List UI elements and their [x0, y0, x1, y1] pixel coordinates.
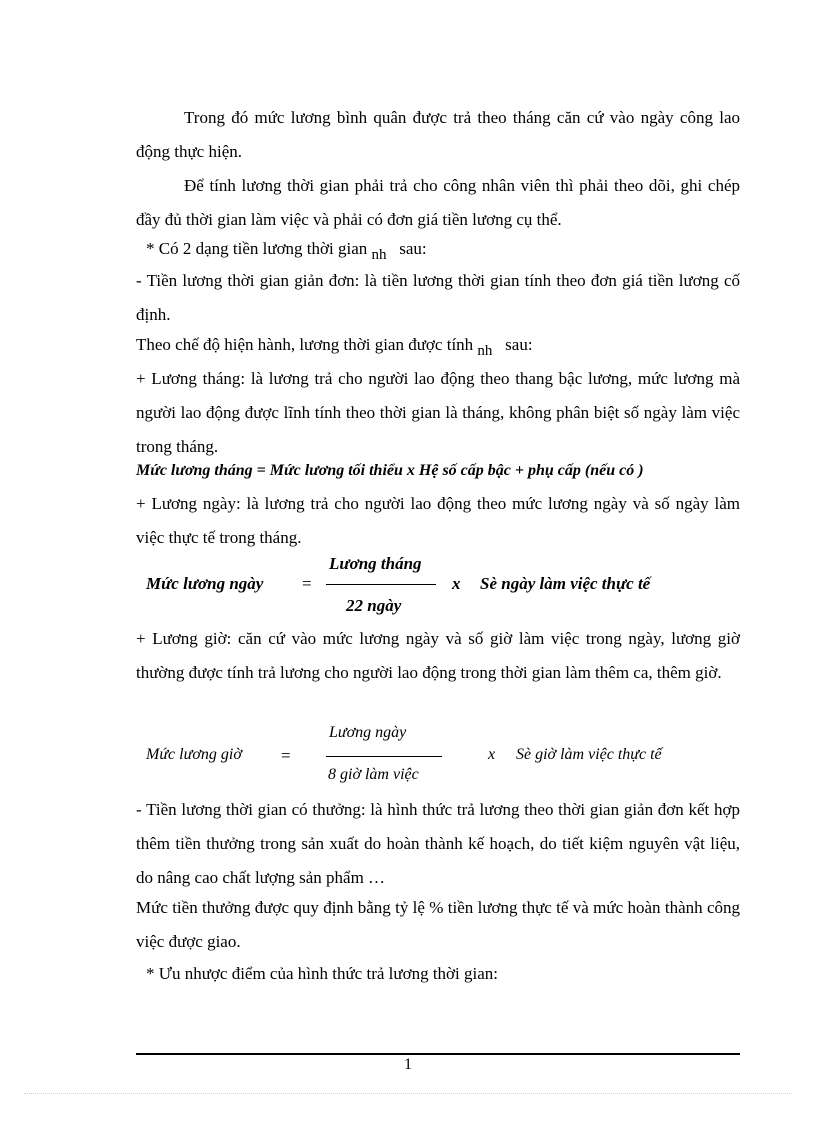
two-types-suffix: sau:: [399, 239, 427, 258]
paragraph-monthly-wage: + Lương tháng: là lương trả cho người lao động theo thang bậc lương, mức lương mà người lao động được lĩnh tính theo thời gian là tháng, không phân biệt số ngày làm việc trong tháng.: [136, 369, 740, 456]
formula-day-denominator: 22 ngày: [346, 596, 402, 615]
paragraph-daily-wage: + Lương ngày: là lương trả cho người lao động theo mức lương ngày và số ngày làm việc thực tế trong tháng.: [136, 494, 740, 547]
formula-hour-numerator: Lương ngày: [329, 724, 407, 741]
paragraph-hourly-wage: + Lương giờ: căn cứ vào mức lương ngày và số giờ làm việc trong ngày, lương giờ thường được tính trả lương cho người lao động trong thời gian làm thêm ca, thêm giờ.: [136, 629, 740, 682]
formula-hour-lhs: Mức lương giờ: [146, 746, 242, 763]
two-types-text: * Có 2 dạng tiền lương thời gian: [146, 239, 368, 258]
page-number: 1: [404, 1056, 412, 1073]
formula-hour-fraction-bar: [326, 756, 442, 757]
formula-monthly-wage: Mức lương tháng = Mức lương tối thiểu x Hệ số cấp bậc + phụ cấp (nếu có ): [136, 462, 644, 479]
paragraph-bonus-rate: Mức tiền thưởng được quy định bằng tỷ lệ % tiền lương thực tế và mức hoàn thành công việc được giao.: [136, 898, 740, 951]
footer-rule: [136, 1053, 740, 1055]
paragraph-time-wage-bonus: - Tiền lương thời gian có thưởng: là hình thức trả lương theo thời gian giản đơn kết hợp thêm tiền thưởng trong sản xuất do hoàn thành kế hoạch, do tiết kiệm nguyên vật liệu, do nâng cao chất lượng sản phẩm …: [136, 800, 740, 887]
paragraph-simple-time-wage: - Tiền lương thời gian giản đơn: là tiền lương thời gian tính theo đơn giá tiền lương cố định.: [136, 271, 740, 324]
page-bottom-dotted-line: [24, 1093, 792, 1094]
formula-day-fraction-bar: [326, 584, 436, 585]
formula-day-rhs: Sè ngày làm việc thực tế: [480, 574, 651, 593]
formula-hour-times: x: [488, 746, 496, 763]
formula-day-times: x: [452, 574, 461, 593]
current-regime-nh: nh: [477, 343, 493, 359]
formula-hour-rhs: Sè giờ làm việc thực tế: [516, 746, 662, 763]
formula-hour-equals: =: [281, 746, 291, 765]
current-regime-suffix: sau:: [505, 335, 533, 354]
formula-hour-denominator: 8 giờ làm việc: [328, 766, 419, 783]
paragraph-average-salary: Trong đó mức lương bình quân được trả theo tháng căn cứ vào ngày công lao động thực hiện.: [136, 108, 740, 161]
formula-day-equals: =: [302, 574, 312, 593]
current-regime-text: Theo chế độ hiện hành, lương thời gian được tính: [136, 335, 474, 354]
formula-day-numerator: Lương tháng: [329, 554, 422, 573]
two-types-nh: nh: [371, 247, 387, 263]
paragraph-pros-cons: * Ưu nhược điểm của hình thức trả lương thời gian:: [146, 964, 499, 983]
formula-day-lhs: Mức lương ngày: [146, 574, 264, 593]
paragraph-time-tracking: Để tính lương thời gian phải trả cho công nhân viên thì phải theo dõi, ghi chép đầy đủ thời gian làm việc và phải có đơn giá tiền lương cụ thể.: [136, 176, 740, 229]
